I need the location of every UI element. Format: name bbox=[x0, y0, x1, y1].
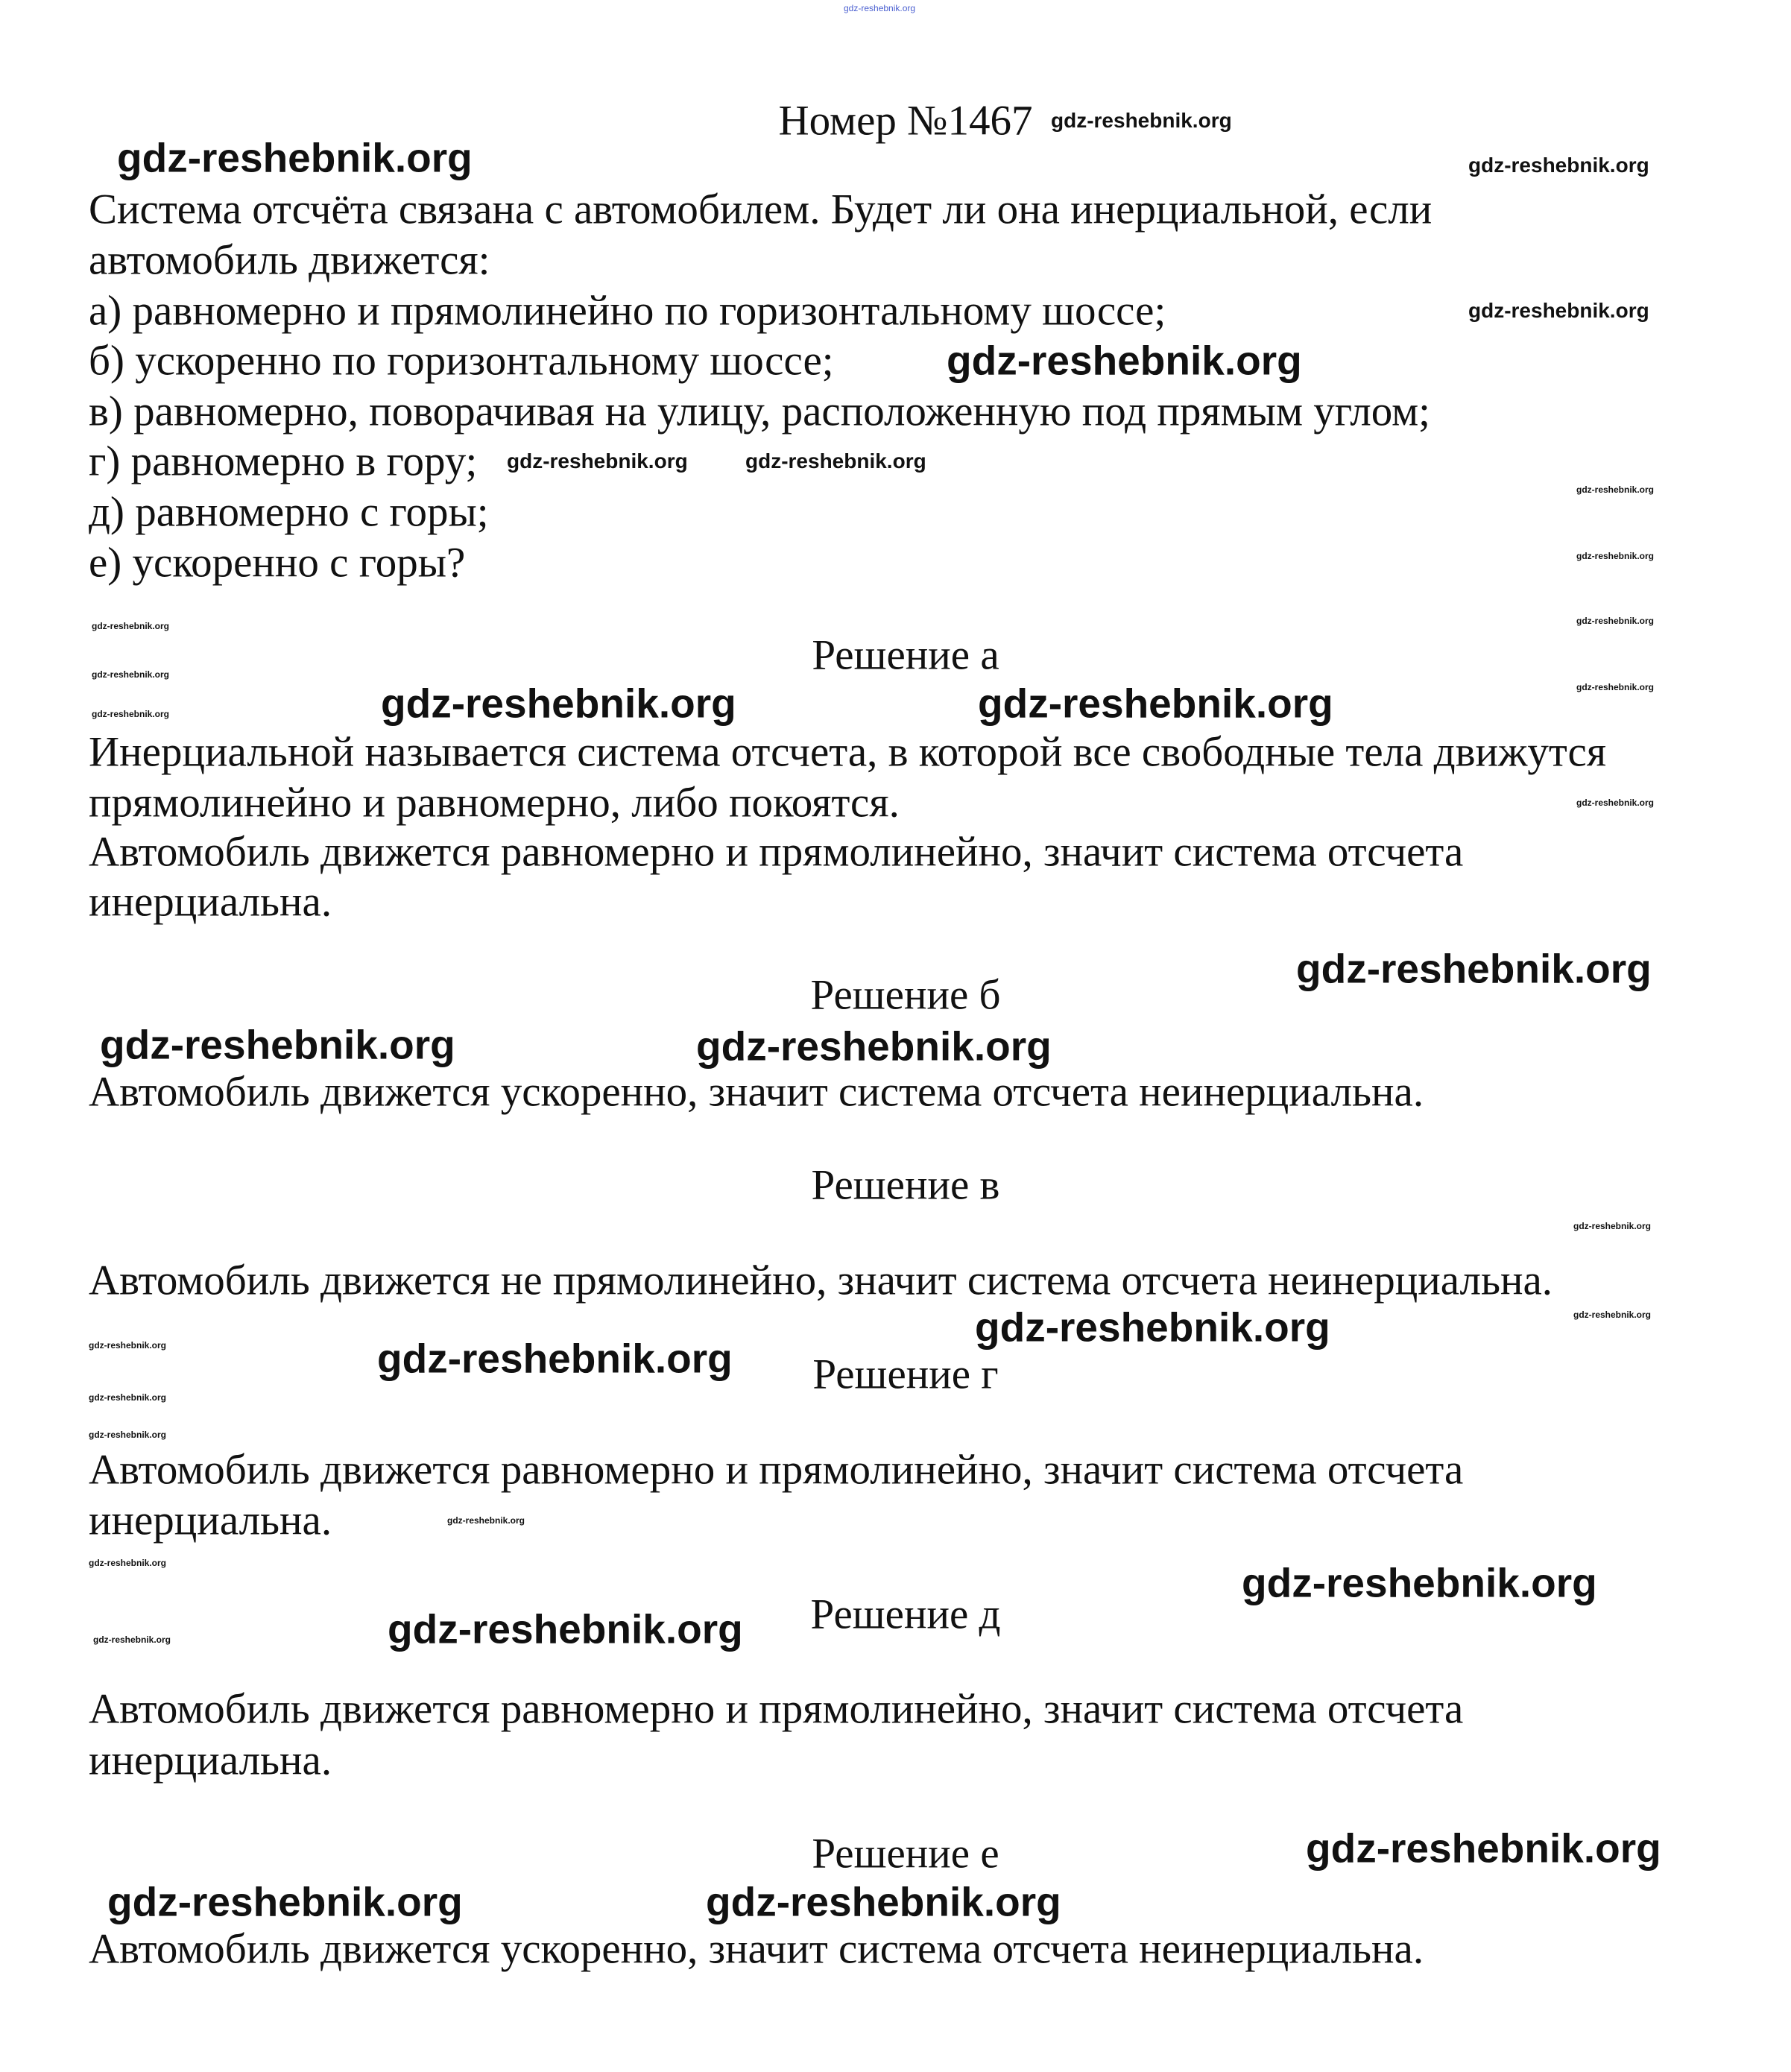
question-option-g: г) равномерно в гору; bbox=[89, 438, 478, 485]
solution-g-text: инерциальна. bbox=[89, 1497, 332, 1544]
watermark: gdz-reshebnik.org bbox=[1468, 299, 1649, 322]
solution-b-heading: Решение б bbox=[810, 971, 1001, 1019]
watermark: gdz-reshebnik.org bbox=[89, 1340, 167, 1351]
watermark: gdz-reshebnik.org bbox=[388, 1605, 743, 1652]
watermark: gdz-reshebnik.org bbox=[92, 621, 170, 631]
watermark: gdz-reshebnik.org bbox=[89, 1558, 167, 1568]
solution-a-heading: Решение а bbox=[812, 631, 999, 679]
watermark: gdz-reshebnik.org bbox=[507, 449, 688, 473]
question-option-v: в) равномерно, поворачивая на улицу, расположенную под прямым углом; bbox=[89, 388, 1431, 435]
watermark: gdz-reshebnik.org bbox=[947, 337, 1302, 384]
watermark: gdz-reshebnik.org bbox=[100, 1021, 455, 1068]
watermark: gdz-reshebnik.org bbox=[1296, 945, 1652, 992]
solution-a-text: инерциальна. bbox=[89, 878, 332, 926]
solution-d-text: Автомобиль движется равномерно и прямолинейно, значит система отсчета bbox=[89, 1685, 1464, 1733]
watermark: gdz-reshebnik.org bbox=[1242, 1559, 1597, 1606]
question-option-d: д) равномерно с горы; bbox=[89, 488, 489, 536]
solution-v-text: Автомобиль движется не прямолинейно, значит система отсчета неинерциальна. bbox=[89, 1257, 1553, 1304]
page-title: Номер №1467 bbox=[778, 97, 1033, 145]
watermark: gdz-reshebnik.org bbox=[1576, 682, 1655, 692]
watermark: gdz-reshebnik.org bbox=[117, 134, 473, 181]
watermark: gdz-reshebnik.org bbox=[978, 680, 1333, 727]
solution-d-heading: Решение д bbox=[810, 1591, 1001, 1638]
solution-a-text: прямолинейно и равномерно, либо покоятся. bbox=[89, 779, 900, 827]
watermark: gdz-reshebnik.org bbox=[1468, 154, 1649, 177]
watermark: gdz-reshebnik.org bbox=[706, 1878, 1061, 1925]
solution-g-text: Автомобиль движется равномерно и прямолинейно, значит система отсчета bbox=[89, 1446, 1464, 1494]
watermark: gdz-reshebnik.org bbox=[381, 680, 736, 727]
watermark: gdz-reshebnik.org bbox=[1573, 1310, 1652, 1320]
watermark: gdz-reshebnik.org bbox=[89, 1392, 167, 1403]
solution-v-heading: Решение в bbox=[811, 1161, 1000, 1209]
solution-e-text: Автомобиль движется ускоренно, значит система отсчета неинерциальна. bbox=[89, 1925, 1424, 1973]
solution-e-heading: Решение е bbox=[812, 1830, 999, 1877]
question-line: автомобиль движется: bbox=[89, 236, 490, 284]
watermark: gdz-reshebnik.org bbox=[107, 1878, 463, 1925]
watermark: gdz-reshebnik.org bbox=[745, 449, 926, 473]
question-option-e: е) ускоренно с горы? bbox=[89, 539, 466, 587]
watermark: gdz-reshebnik.org bbox=[975, 1304, 1330, 1351]
solution-g-heading: Решение г bbox=[812, 1351, 999, 1398]
watermark: gdz-reshebnik.org bbox=[93, 1634, 171, 1645]
watermark: gdz-reshebnik.org bbox=[1576, 616, 1655, 626]
watermark: gdz-reshebnik.org bbox=[447, 1515, 525, 1526]
watermark: gdz-reshebnik.org bbox=[1576, 551, 1655, 561]
watermark: gdz-reshebnik.org bbox=[1306, 1825, 1661, 1872]
watermark: gdz-reshebnik.org bbox=[1573, 1221, 1652, 1231]
watermark: gdz-reshebnik.org bbox=[377, 1335, 733, 1382]
solution-a-text: Автомобиль движется равномерно и прямолинейно, значит система отсчета bbox=[89, 828, 1464, 876]
solution-b-text: Автомобиль движется ускоренно, значит система отсчета неинерциальна. bbox=[89, 1068, 1424, 1116]
question-option-a: а) равномерно и прямолинейно по горизонтальному шоссе; bbox=[89, 287, 1166, 335]
watermark: gdz-reshebnik.org bbox=[1576, 797, 1655, 808]
question-option-b: б) ускоренно по горизонтальному шоссе; bbox=[89, 337, 834, 385]
watermark: gdz-reshebnik.org bbox=[696, 1023, 1052, 1070]
question-line: Система отсчёта связана с автомобилем. Будет ли она инерциальной, если bbox=[89, 186, 1433, 233]
solution-d-text: инерциальна. bbox=[89, 1737, 332, 1784]
watermark: gdz-reshebnik.org bbox=[92, 709, 170, 719]
watermark: gdz-reshebnik.org bbox=[1576, 484, 1655, 495]
watermark: gdz-reshebnik.org bbox=[92, 669, 170, 680]
watermark: gdz-reshebnik.org bbox=[89, 1430, 167, 1440]
solution-a-text: Инерциальной называется система отсчета, в которой все свободные тела движутся bbox=[89, 728, 1607, 776]
watermark: gdz-reshebnik.org bbox=[1051, 109, 1232, 132]
watermark: gdz-reshebnik.org bbox=[844, 3, 916, 13]
